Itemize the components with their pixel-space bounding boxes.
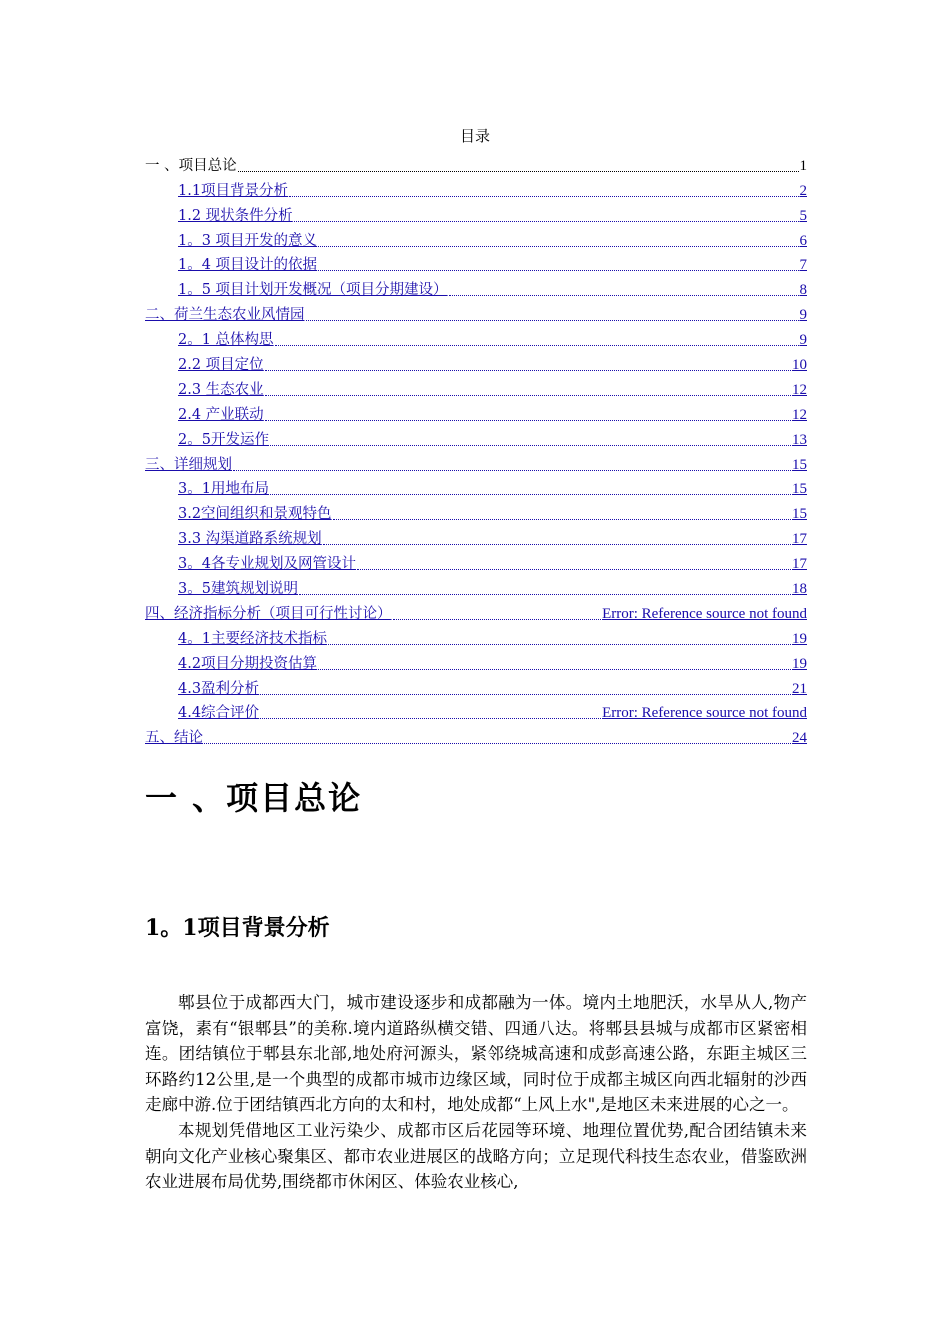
toc-entry-page: 6 (799, 232, 807, 249)
toc-leader-dots (265, 369, 791, 371)
toc-leader-dots (306, 319, 799, 321)
toc-entry-page: 13 (792, 431, 807, 448)
toc-entry-page: 15 (792, 481, 807, 498)
toc-entry-page: 1 (799, 157, 807, 174)
toc-entry-label: 2。1 总体构思 (178, 332, 274, 349)
toc-entry-label: 2.2 项目定位 (178, 357, 264, 374)
toc-entry-label: 1。5 项目计划开发概况（项目分期建设） (178, 282, 448, 299)
toc-leader-dots (328, 643, 791, 645)
toc-entry-label: 4。1主要经济技术指标 (178, 630, 327, 647)
toc-entry-page: 9 (799, 332, 807, 349)
toc-entry-label: 1.1项目背景分析 (178, 182, 289, 199)
toc-entry-page: 15 (792, 456, 807, 473)
toc-entry-page: 7 (799, 257, 807, 274)
toc-entry-label: 2。5开发运作 (178, 431, 269, 448)
paragraph: 本规划凭借地区工业污染少、成都市区后花园等环境、地理位置优势,配合团结镇未来朝向文化产业核心聚集区、都市农业进展区的战略方向；立足现代科技生态农业，借鉴欧洲农业进展布局优势,围绕都市休闲区、体验农业核心, (145, 1120, 807, 1192)
toc-entry-page: 19 (792, 630, 807, 647)
toc-entry[interactable] (145, 424, 807, 449)
table-of-contents (145, 150, 807, 747)
toc-entry-page: 21 (792, 680, 807, 697)
toc-entry-label: 3。5建筑规划说明 (178, 581, 298, 598)
toc-entry[interactable] (145, 648, 807, 673)
body-text (145, 990, 807, 1195)
toc-entry-label: 2.3 生态农业 (178, 381, 264, 398)
toc-entry-label: 3.3 沟渠道路系统规划 (178, 531, 322, 548)
toc-entry-page: Error: Reference source not found (602, 605, 807, 622)
toc-entry[interactable] (145, 722, 807, 747)
toc-leader-dots (323, 543, 791, 545)
toc-entry-label: 4.3盈利分析 (178, 680, 260, 697)
toc-entry[interactable] (145, 523, 807, 548)
toc-entry-page: 24 (792, 730, 807, 747)
toc-entry-page: 9 (799, 307, 807, 324)
section-heading: 一 、项目总论 (145, 779, 363, 817)
paragraph: 郫县位于成都西大门，城市建设逐步和成都融为一体。境内土地肥沃，水旱从人,物产富饶，素有“银郫县”的美称.境内道路纵横交错、四通八达。将郫县县城与成都市区紧密相连。团结镇位于郫县东北部,地处府河源头，紧邻绕城高速和成彭高速公路，东距主城区三环路约12公里,是一个典型的成都市城市边缘区域，同时位于成都主城区向西北辐射的沙西走廊中游.位于团结镇西北方向的太和村，地处成都“上风上水",是地区未来进展的心之一。 (145, 993, 807, 1115)
toc-entry[interactable] (145, 200, 807, 225)
toc-entry-page: 17 (792, 556, 807, 573)
toc-leader-dots (270, 493, 791, 495)
toc-entry-page: 12 (792, 381, 807, 398)
toc-leader-dots (318, 245, 798, 247)
toc-entry-label: 3。4各专业规划及网管设计 (178, 556, 356, 573)
toc-entry-label: 1。3 项目开发的意义 (178, 232, 318, 249)
toc-leader-dots (318, 269, 798, 271)
toc-entry[interactable] (145, 299, 807, 324)
toc-entry-label: 一 、项目总论 (145, 157, 237, 174)
toc-entry[interactable] (145, 673, 807, 698)
toc-entry-label: 4.4综合评价 (178, 705, 260, 722)
toc-entry[interactable] (145, 274, 807, 299)
toc-leader-dots (289, 195, 798, 197)
toc-entry-page: 10 (792, 357, 807, 374)
toc-entry[interactable] (145, 623, 807, 648)
toc-entry[interactable] (145, 449, 807, 474)
toc-entry[interactable] (145, 498, 807, 523)
toc-leader-dots (233, 469, 791, 471)
toc-leader-dots (357, 568, 791, 570)
toc-entry-label: 五、结论 (145, 730, 203, 747)
toc-entry-label: 四、经济指标分析（项目可行性讨论） (145, 605, 392, 622)
toc-title: 目录 (459, 127, 490, 145)
toc-leader-dots (449, 294, 799, 296)
toc-entry[interactable] (145, 250, 807, 275)
toc-entry-label: 3.2空间组织和景观特色 (178, 506, 332, 523)
toc-entry-label: 2.4 产业联动 (178, 406, 264, 423)
toc-entry[interactable] (145, 175, 807, 200)
toc-entry[interactable] (145, 548, 807, 573)
toc-entry[interactable] (145, 598, 807, 623)
toc-leader-dots (318, 668, 791, 670)
toc-entry-page: 2 (799, 182, 807, 199)
toc-entry-page: Error: Reference source not found (602, 705, 807, 722)
toc-entry-label: 4.2项目分期投资估算 (178, 655, 318, 672)
toc-entry[interactable] (145, 349, 807, 374)
toc-entry[interactable] (145, 474, 807, 499)
toc-leader-dots (260, 717, 601, 719)
toc-entry-label: 三、详细规划 (145, 456, 232, 473)
toc-entry (145, 150, 807, 175)
toc-leader-dots (294, 220, 799, 222)
toc-leader-dots (204, 742, 791, 744)
toc-entry-label: 二、荷兰生态农业风情园 (145, 307, 305, 324)
toc-entry-page: 8 (799, 282, 807, 299)
toc-entry[interactable] (145, 324, 807, 349)
toc-leader-dots (393, 618, 602, 620)
toc-leader-dots (333, 518, 791, 520)
toc-entry-label: 3。1用地布局 (178, 481, 269, 498)
toc-entry-label: 1.2 现状条件分析 (178, 207, 293, 224)
toc-leader-dots (265, 394, 791, 396)
toc-entry-label: 1。4 项目设计的依据 (178, 257, 318, 274)
toc-leader-dots (270, 444, 791, 446)
toc-entry[interactable] (145, 573, 807, 598)
toc-entry-page: 19 (792, 655, 807, 672)
toc-leader-dots (260, 693, 791, 695)
toc-entry[interactable] (145, 374, 807, 399)
toc-entry[interactable] (145, 399, 807, 424)
toc-entry-page: 15 (792, 506, 807, 523)
toc-entry-page: 5 (799, 207, 807, 224)
toc-entry-page: 17 (792, 531, 807, 548)
toc-entry[interactable] (145, 225, 807, 250)
toc-leader-dots (299, 593, 791, 595)
toc-entry[interactable] (145, 698, 807, 723)
toc-leader-dots (265, 419, 791, 421)
toc-leader-dots (275, 344, 799, 346)
subsection-heading: 1。1项目背景分析 (145, 915, 330, 941)
toc-entry-page: 18 (792, 581, 807, 598)
toc-entry-page: 12 (792, 406, 807, 423)
toc-leader-dots (238, 170, 799, 172)
